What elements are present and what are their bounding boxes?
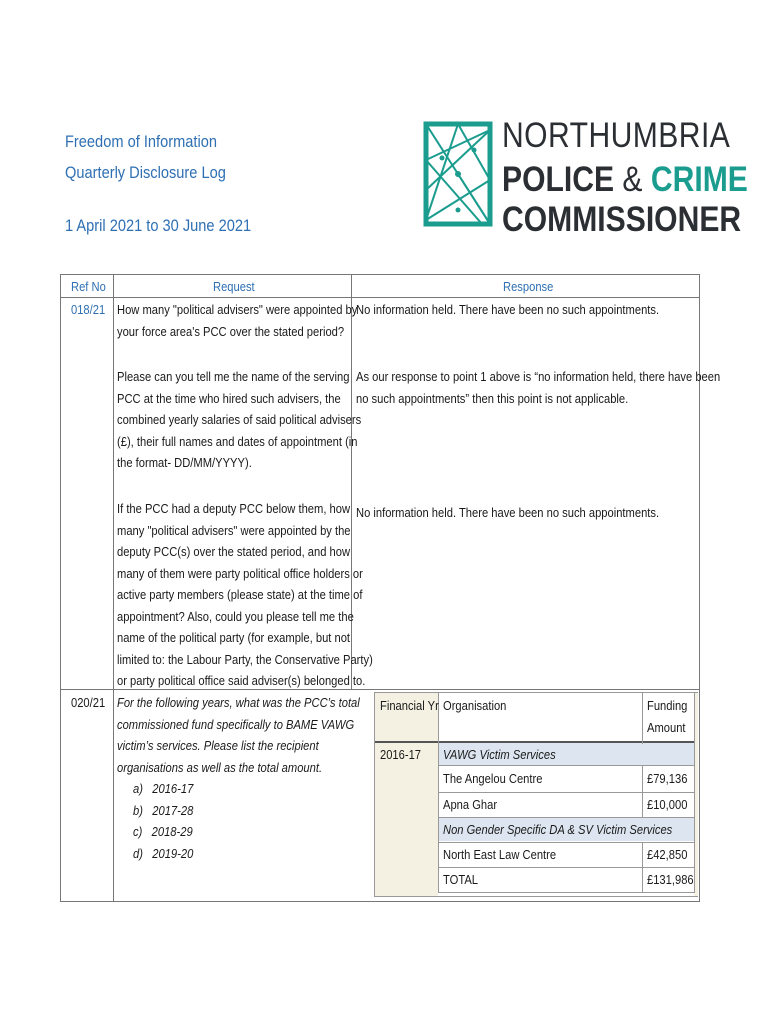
title-line-2: Quarterly Disclosure Log: [65, 163, 226, 182]
funding-category-non-gender: Non Gender Specific DA & SV Victim Services: [443, 822, 673, 837]
response-2: As our response to point 1 above is “no information held, there have been no such appointments” then this point is not applicable.: [356, 369, 721, 406]
ref-018-21: 018/21: [71, 302, 106, 317]
funding-header-year: Financial Yr: [380, 698, 439, 713]
request-1: How many "political advisers" were appointed by your force area's PCC over the stated period?: [117, 302, 358, 339]
funding-category-vawg: VAWG Victim Services: [443, 747, 556, 762]
list-item: c) 2018-29: [133, 824, 193, 839]
response-3: No information held. There have been no such appointments.: [356, 505, 660, 520]
logo-text-commissioner: COMMISSIONER: [502, 200, 742, 239]
table-row: The Angelou Centre: [443, 771, 543, 786]
table-row-total: TOTAL: [443, 872, 479, 887]
table-row-amount: £42,850: [647, 847, 688, 862]
request-bame-funding: For the following years, what was the PCC’s total commissioned fund specifically to BAME VAWG victim’s services. Please list the recipient organisations as well as the total amount.: [117, 695, 360, 775]
logo-text-northumbria: NORTHUMBRIA: [502, 116, 731, 155]
table-row-total-amount: £131,986: [647, 872, 694, 887]
request-3: If the PCC had a deputy PCC below them, how many "political advisers" were appointed by the deputy PCC(s) over the stated period, and how many of them were party political office holders or active party members (please state) at the time of appointment? Also, could you please tell me the name of the political party (for example, but not limited to: the Labour Party, the Conservative Party) or party political office said adviser(s) belonged to.: [117, 501, 373, 688]
table-row: North East Law Centre: [443, 847, 557, 862]
document-title: [65, 126, 226, 188]
request-2: Please can you tell me the name of the serving PCC at the time who hired such advisers, the combined yearly salaries of said political advisers (£), their full names and dates of appointment (in the format- DD/MM/YYYY).: [117, 369, 362, 470]
funding-header-amount: Funding Amount: [647, 698, 688, 735]
response-1: No information held. There have been no such appointments.: [356, 302, 660, 317]
reporting-period: 1 April 2021 to 30 June 2021: [65, 216, 252, 235]
list-item: d) 2019-20: [133, 845, 194, 861]
table-row-amount: £10,000: [647, 797, 688, 812]
header-request: Request: [213, 279, 255, 294]
list-item: b) 2017-28: [133, 802, 194, 818]
title-line-1: Freedom of Information: [65, 132, 217, 151]
header-ref-no: Ref No: [71, 279, 106, 294]
funding-year: 2016-17: [380, 747, 422, 762]
header-response: Response: [503, 279, 554, 294]
table-row: Apna Ghar: [443, 797, 498, 812]
request-year-list: [133, 778, 193, 864]
npcc-logo: [422, 116, 748, 244]
table-row-amount: £79,136: [647, 771, 688, 786]
funding-header-org: Organisation: [443, 698, 507, 713]
logo-text-police-crime: POLICE & CRIME: [502, 160, 748, 199]
ref-020-21: 020/21: [71, 695, 106, 710]
list-item: a) 2016-17: [133, 781, 194, 796]
logo-mark-icon: [422, 120, 494, 228]
